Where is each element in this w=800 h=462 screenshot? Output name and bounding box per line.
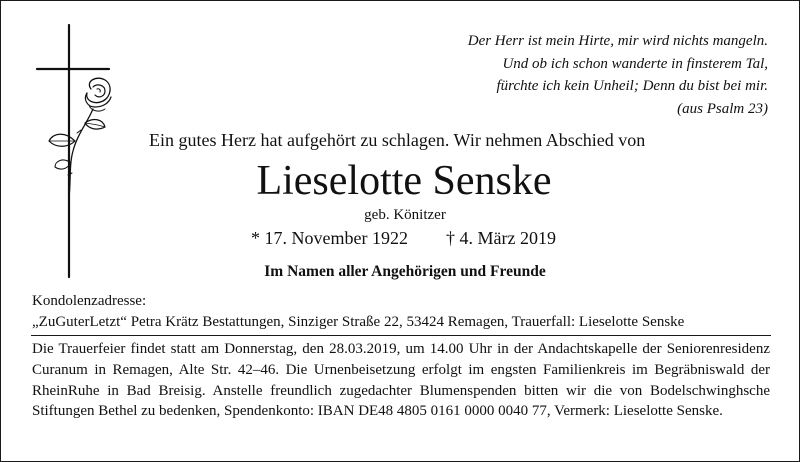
life-dates <box>251 228 556 249</box>
condolence-address: „ZuGuterLetzt“ Petra Krätz Bestattungen, Sinziger Straße 22, 53424 Remagen, Trauerfall: Lieselotte Senske <box>32 314 685 330</box>
birth-name: geb. Könitzer <box>364 207 446 223</box>
birth-date: * 17. November 1922 <box>251 228 408 248</box>
divider <box>31 335 771 336</box>
psalm-verse <box>348 30 768 120</box>
verse-line: fürchte ich kein Unheil; Denn du bist bei mir. <box>496 78 768 94</box>
deceased-name: Lieselotte Senske <box>256 158 552 204</box>
death-date: † 4. März 2019 <box>445 228 556 248</box>
verse-line: Und ob ich schon wanderte in finsterem Tal, <box>502 55 768 72</box>
verse-source: (aus Psalm 23) <box>677 100 768 117</box>
signoff: Im Namen aller Angehörigen und Freunde <box>264 263 546 280</box>
cross-with-rose-icon <box>27 23 117 279</box>
condolence-label: Kondolenzadresse: <box>32 293 147 309</box>
verse-line: Der Herr ist mein Hirte, mir wird nichts mangeln. <box>467 33 768 49</box>
funeral-details: Die Trauerfeier findet statt am Donnerstag, den 28.03.2019, um 14.00 Uhr in der Andachtskapelle der Seniorenresidenz Curanum in Remagen, Alte Str. 42–46. Die Urnenbeisetzung erfolgt im engsten Familienkreis im Begräbniswald der RheinRuhe in Bad Breisig. Anstelle freundlich zugedachter Blumenspenden bitten wir die von Bodelschwinghsche Stiftungen Bethel zu bedenken, Spendenkonto: IBAN DE48 4805 0161 0000 0040 77, Vermerk: Lieselotte Senske. <box>32 341 770 420</box>
intro-text: Ein gutes Herz hat aufgehört zu schlagen. Wir nehmen Abschied von <box>149 130 646 150</box>
